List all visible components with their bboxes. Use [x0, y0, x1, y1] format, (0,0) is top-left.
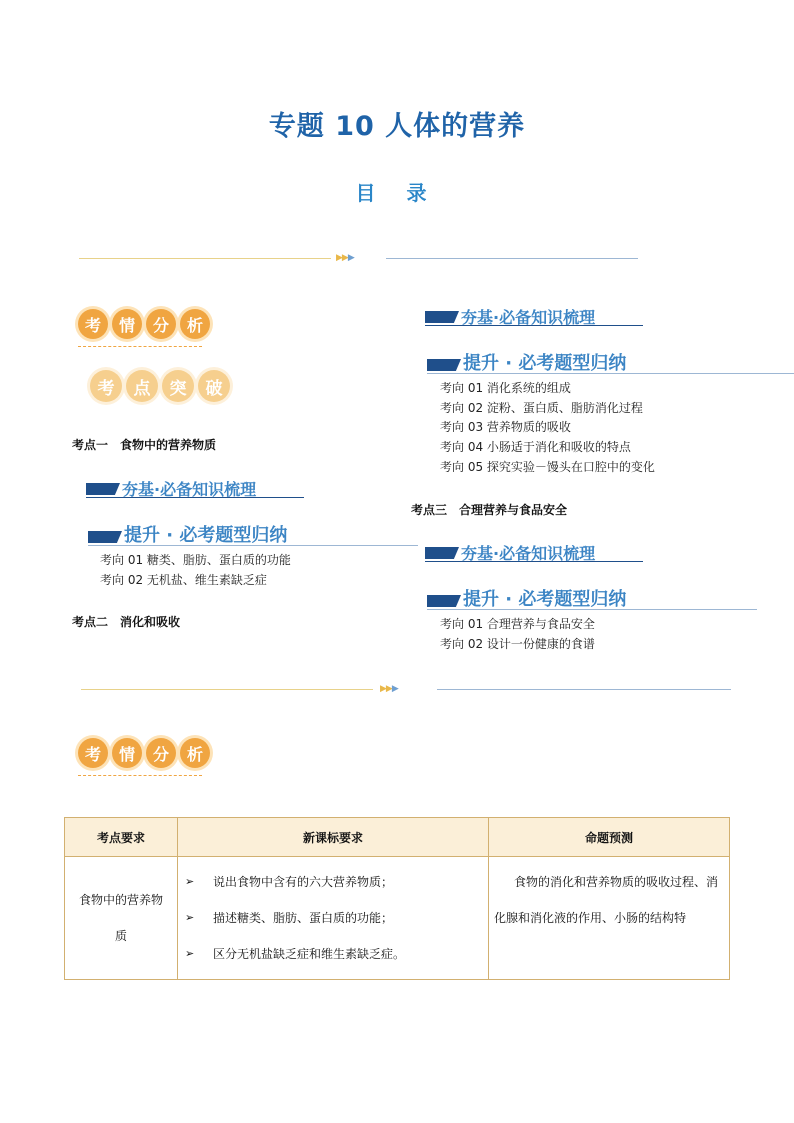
badge-char: 析: [180, 738, 210, 768]
badge-char: 情: [112, 309, 142, 339]
prediction-text: 食物的消化和营养物质的吸收过程、消化腺和消化液的作用、小肠的结构特: [494, 875, 719, 925]
toc-item[interactable]: 考向 03 营养物质的吸收: [440, 420, 571, 434]
requirements-list: [179, 858, 487, 978]
badge-char: 突: [162, 370, 194, 402]
list-item: [185, 864, 487, 900]
banner-foundation-2[interactable]: [425, 305, 643, 327]
topic-text: 食物中的营养物质: [78, 893, 163, 943]
banner-rule: [425, 561, 643, 562]
badge-char: 破: [198, 370, 230, 402]
banner-bar-icon: [427, 359, 461, 371]
badge-underline: [78, 346, 202, 347]
badge-char: 考: [90, 370, 122, 402]
banner-improve-1[interactable]: [88, 521, 418, 546]
table-cell-topic: [65, 857, 178, 980]
divider-arrows-icon: ▶▶▶: [380, 684, 398, 694]
table-header: 新课标要求: [178, 818, 489, 857]
list-item: [185, 936, 487, 972]
badge-char: 分: [146, 309, 176, 339]
banner-bar-icon: [425, 311, 459, 323]
table-header: 命题预测: [489, 818, 730, 857]
banner-improve-3[interactable]: [427, 585, 757, 610]
toc-item[interactable]: 考向 05 探究实验－馒头在口腔中的变化: [440, 460, 655, 474]
badge-underline: [78, 775, 202, 776]
toc-item[interactable]: 考向 01 消化系统的组成: [440, 381, 571, 395]
banner-text: 夯基·必备知识梳理: [461, 308, 596, 327]
table-cell-requirements: [178, 857, 489, 980]
badge-analysis[interactable]: [78, 309, 210, 339]
banner-bar-icon: [425, 547, 459, 559]
badge-char: 点: [126, 370, 158, 402]
banner-improve-2[interactable]: [427, 349, 794, 374]
toc-item[interactable]: 考向 04 小肠适于消化和吸收的特点: [440, 440, 631, 454]
toc-kp3[interactable]: 考点三 合理营养与食品安全: [411, 503, 568, 517]
badge-breakthrough[interactable]: [90, 370, 230, 402]
divider-arrows-icon: ▶▶▶: [336, 253, 354, 263]
badge-char: 情: [112, 738, 142, 768]
banner-rule: [86, 497, 304, 498]
banner-text: 提升 · 必考题型归纳: [124, 525, 288, 546]
divider-left: [79, 258, 331, 259]
banner-rule: [427, 609, 757, 610]
badge-analysis-section: [78, 738, 210, 768]
table-row: [65, 857, 730, 980]
toc-kp1[interactable]: 考点一 食物中的营养物质: [72, 438, 217, 452]
banner-text: 提升 · 必考题型归纳: [463, 353, 627, 374]
toc-title: 目 录: [355, 181, 439, 205]
banner-foundation-3[interactable]: [425, 541, 643, 563]
requirements-table: [64, 817, 730, 980]
arrow-bullet-icon: ➢: [185, 947, 195, 960]
list-item-text: 说出食物中含有的六大营养物质；: [213, 875, 394, 889]
list-item: [185, 900, 487, 936]
table-cell-prediction: [489, 857, 730, 980]
page-title: 专题 10 人体的营养: [268, 111, 526, 142]
banner-bar-icon: [427, 595, 461, 607]
divider-right: [386, 258, 638, 259]
divider-right: [437, 689, 731, 690]
banner-text: 提升 · 必考题型归纳: [463, 589, 627, 610]
banner-bar-icon: [88, 531, 122, 543]
table-header-row: [65, 818, 730, 857]
banner-rule: [427, 373, 794, 374]
banner-foundation-1[interactable]: [86, 477, 304, 499]
banner-text: 夯基·必备知识梳理: [122, 480, 257, 499]
arrow-bullet-icon: ➢: [185, 875, 195, 888]
badge-char: 考: [78, 738, 108, 768]
badge-char: 析: [180, 309, 210, 339]
toc-kp2[interactable]: 考点二 消化和吸收: [72, 615, 181, 629]
divider-left: [81, 689, 373, 690]
banner-bar-icon: [86, 483, 120, 495]
badge-char: 分: [146, 738, 176, 768]
toc-item[interactable]: 考向 02 无机盐、维生素缺乏症: [100, 573, 267, 587]
banner-text: 夯基·必备知识梳理: [461, 544, 596, 563]
toc-item[interactable]: 考向 01 糖类、脂肪、蛋白质的功能: [100, 553, 291, 567]
arrow-bullet-icon: ➢: [185, 911, 195, 924]
list-item-text: 描述糖类、脂肪、蛋白质的功能；: [213, 911, 394, 925]
table-header: 考点要求: [65, 818, 178, 857]
banner-rule: [425, 325, 643, 326]
toc-item[interactable]: 考向 02 淀粉、蛋白质、脂肪消化过程: [440, 401, 643, 415]
toc-item[interactable]: 考向 01 合理营养与食品安全: [440, 617, 595, 631]
banner-rule: [88, 545, 418, 546]
list-item-text: 区分无机盐缺乏症和维生素缺乏症。: [213, 947, 406, 961]
badge-char: 考: [78, 309, 108, 339]
toc-item[interactable]: 考向 02 设计一份健康的食谱: [440, 637, 595, 651]
